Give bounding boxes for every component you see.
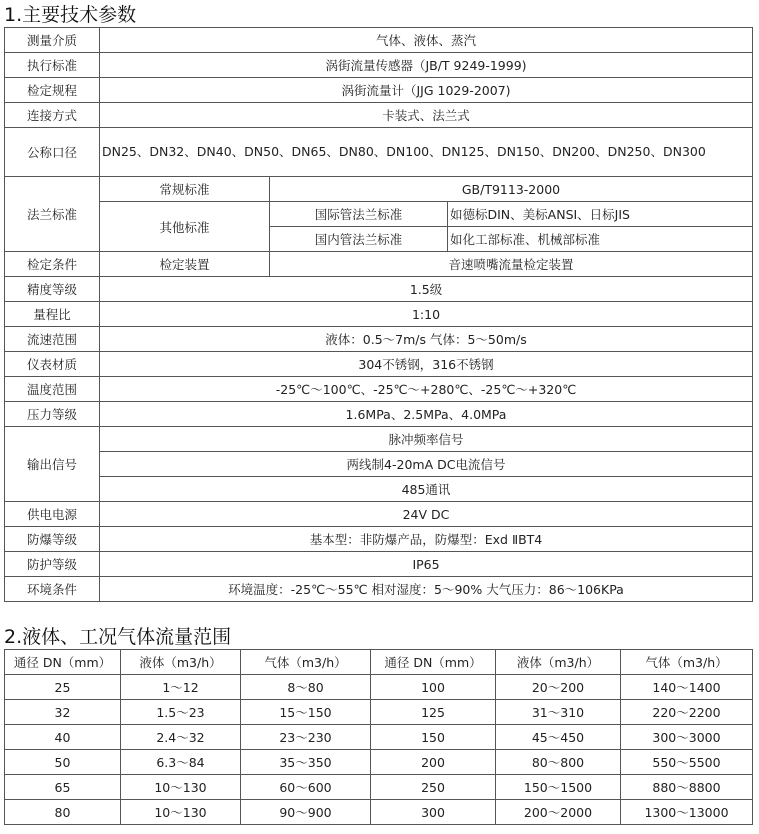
table-row [5,327,753,352]
spec-label: 温度范围 [5,377,100,402]
spec-value: 如德标DIN、美标ANSI、日标JIS [448,202,753,227]
spec-label: 仪表材质 [5,352,100,377]
table-cell: 40 [5,725,121,750]
table-cell: 23～230 [241,725,371,750]
table-cell: 80 [5,800,121,825]
spec-table [4,27,753,602]
table-cell: 150～1500 [496,775,621,800]
spec-value: 24V DC [100,502,753,527]
table-cell: 10～130 [121,800,241,825]
table-cell: 31～310 [496,700,621,725]
spec-label: 执行标准 [5,53,100,78]
table-row [5,675,753,700]
column-header: 液体（m3/h） [496,650,621,675]
spec-label: 环境条件 [5,577,100,602]
spec-value: 气体、液体、蒸汽 [100,28,753,53]
table-cell: 1～12 [121,675,241,700]
table-row [5,402,753,427]
spec-value: 卡装式、法兰式 [100,103,753,128]
table-cell: 1300～13000 [621,800,753,825]
table-cell: 200 [371,750,496,775]
table-row [5,427,753,452]
spec-value: 如化工部标准、机械部标准 [448,227,753,252]
spec-value: DN25、DN32、DN40、DN50、DN65、DN80、DN100、DN125、DN150、DN200、DN250、DN300 [100,128,753,177]
column-header: 气体（m3/h） [621,650,753,675]
spec-label: 法兰标准 [5,177,100,252]
table-row [5,800,753,825]
table-cell: 35～350 [241,750,371,775]
table-cell: 250 [371,775,496,800]
spec-label: 供电电源 [5,502,100,527]
flow-range-table [4,649,753,825]
spec-value: -25℃～100℃、-25℃～+280℃、-25℃～+320℃ [100,377,753,402]
spec-value: 音速喷嘴流量检定装置 [270,252,753,277]
table-cell: 60～600 [241,775,371,800]
table-row [5,103,753,128]
table-cell: 300 [371,800,496,825]
table-row [5,775,753,800]
table-row [5,53,753,78]
table-cell: 100 [371,675,496,700]
table-row [5,552,753,577]
table-cell: 150 [371,725,496,750]
table-cell: 20～200 [496,675,621,700]
table-row [5,202,753,227]
spec-value: IP65 [100,552,753,577]
spec-label: 公称口径 [5,128,100,177]
table-cell: 50 [5,750,121,775]
table-cell: 200～2000 [496,800,621,825]
table-row [5,28,753,53]
table-cell: 90～900 [241,800,371,825]
table-cell: 300～3000 [621,725,753,750]
table-cell: 220～2200 [621,700,753,725]
column-header: 液体（m3/h） [121,650,241,675]
table-cell: 65 [5,775,121,800]
spec-value: 1:10 [100,302,753,327]
table-row [5,452,753,477]
table-row [5,78,753,103]
table-row [5,477,753,502]
spec-label: 压力等级 [5,402,100,427]
spec-sublabel: 检定装置 [100,252,270,277]
table-cell: 125 [371,700,496,725]
table-row [5,302,753,327]
spec-label: 测量介质 [5,28,100,53]
spec-value: 1.6MPa、2.5MPa、4.0MPa [100,402,753,427]
table-cell: 880～8800 [621,775,753,800]
spec-value: 基本型：非防爆产品，防爆型：Exd ⅡBT4 [100,527,753,552]
spec-label: 检定条件 [5,252,100,277]
spec-sublabel: 国际管法兰标准 [270,202,448,227]
table-header-row [5,650,753,675]
table-cell: 8～80 [241,675,371,700]
table-row [5,352,753,377]
spec-value: 1.5级 [100,277,753,302]
table-cell: 2.4～32 [121,725,241,750]
table-row [5,277,753,302]
table-cell: 10～130 [121,775,241,800]
column-header: 通径 DN（mm） [371,650,496,675]
table-cell: 80～800 [496,750,621,775]
section-2-title: 2.液体、工况气体流量范围 [4,626,232,648]
table-cell: 140～1400 [621,675,753,700]
table-row [5,577,753,602]
spec-label: 连接方式 [5,103,100,128]
table-row [5,502,753,527]
spec-value: 304不锈钢，316不锈钢 [100,352,753,377]
spec-sublabel: 常规标准 [100,177,270,202]
spec-value: 涡街流量计（JJG 1029-2007) [100,78,753,103]
spec-value: 脉冲频率信号 [100,427,753,452]
table-cell: 15～150 [241,700,371,725]
table-cell: 25 [5,675,121,700]
spec-value: 两线制4-20mA DC电流信号 [100,452,753,477]
table-row [5,252,753,277]
spec-sublabel: 其他标准 [100,202,270,252]
table-row [5,700,753,725]
spec-label: 精度等级 [5,277,100,302]
spec-label: 输出信号 [5,427,100,502]
spec-label: 量程比 [5,302,100,327]
table-cell: 6.3～84 [121,750,241,775]
spec-sublabel: 国内管法兰标准 [270,227,448,252]
spec-value: 涡街流量传感器（JB/T 9249-1999) [100,53,753,78]
spec-label: 防护等级 [5,552,100,577]
table-row [5,725,753,750]
table-cell: 32 [5,700,121,725]
spec-value: GB/T9113-2000 [270,177,753,202]
spec-value: 液体：0.5～7m/s 气体：5～50m/s [100,327,753,352]
column-header: 通径 DN（mm） [5,650,121,675]
spec-label: 检定规程 [5,78,100,103]
spec-value: 485通讯 [100,477,753,502]
table-row [5,527,753,552]
table-cell: 45～450 [496,725,621,750]
table-row [5,750,753,775]
table-cell: 1.5～23 [121,700,241,725]
spec-label: 流速范围 [5,327,100,352]
table-row [5,377,753,402]
table-row [5,128,753,177]
spec-value: 环境温度：-25℃～55℃ 相对湿度：5～90% 大气压力：86～106KPa [100,577,753,602]
section-1-title: 1.主要技术参数 [4,4,137,26]
spec-label: 防爆等级 [5,527,100,552]
table-row [5,177,753,202]
table-cell: 550～5500 [621,750,753,775]
column-header: 气体（m3/h） [241,650,371,675]
